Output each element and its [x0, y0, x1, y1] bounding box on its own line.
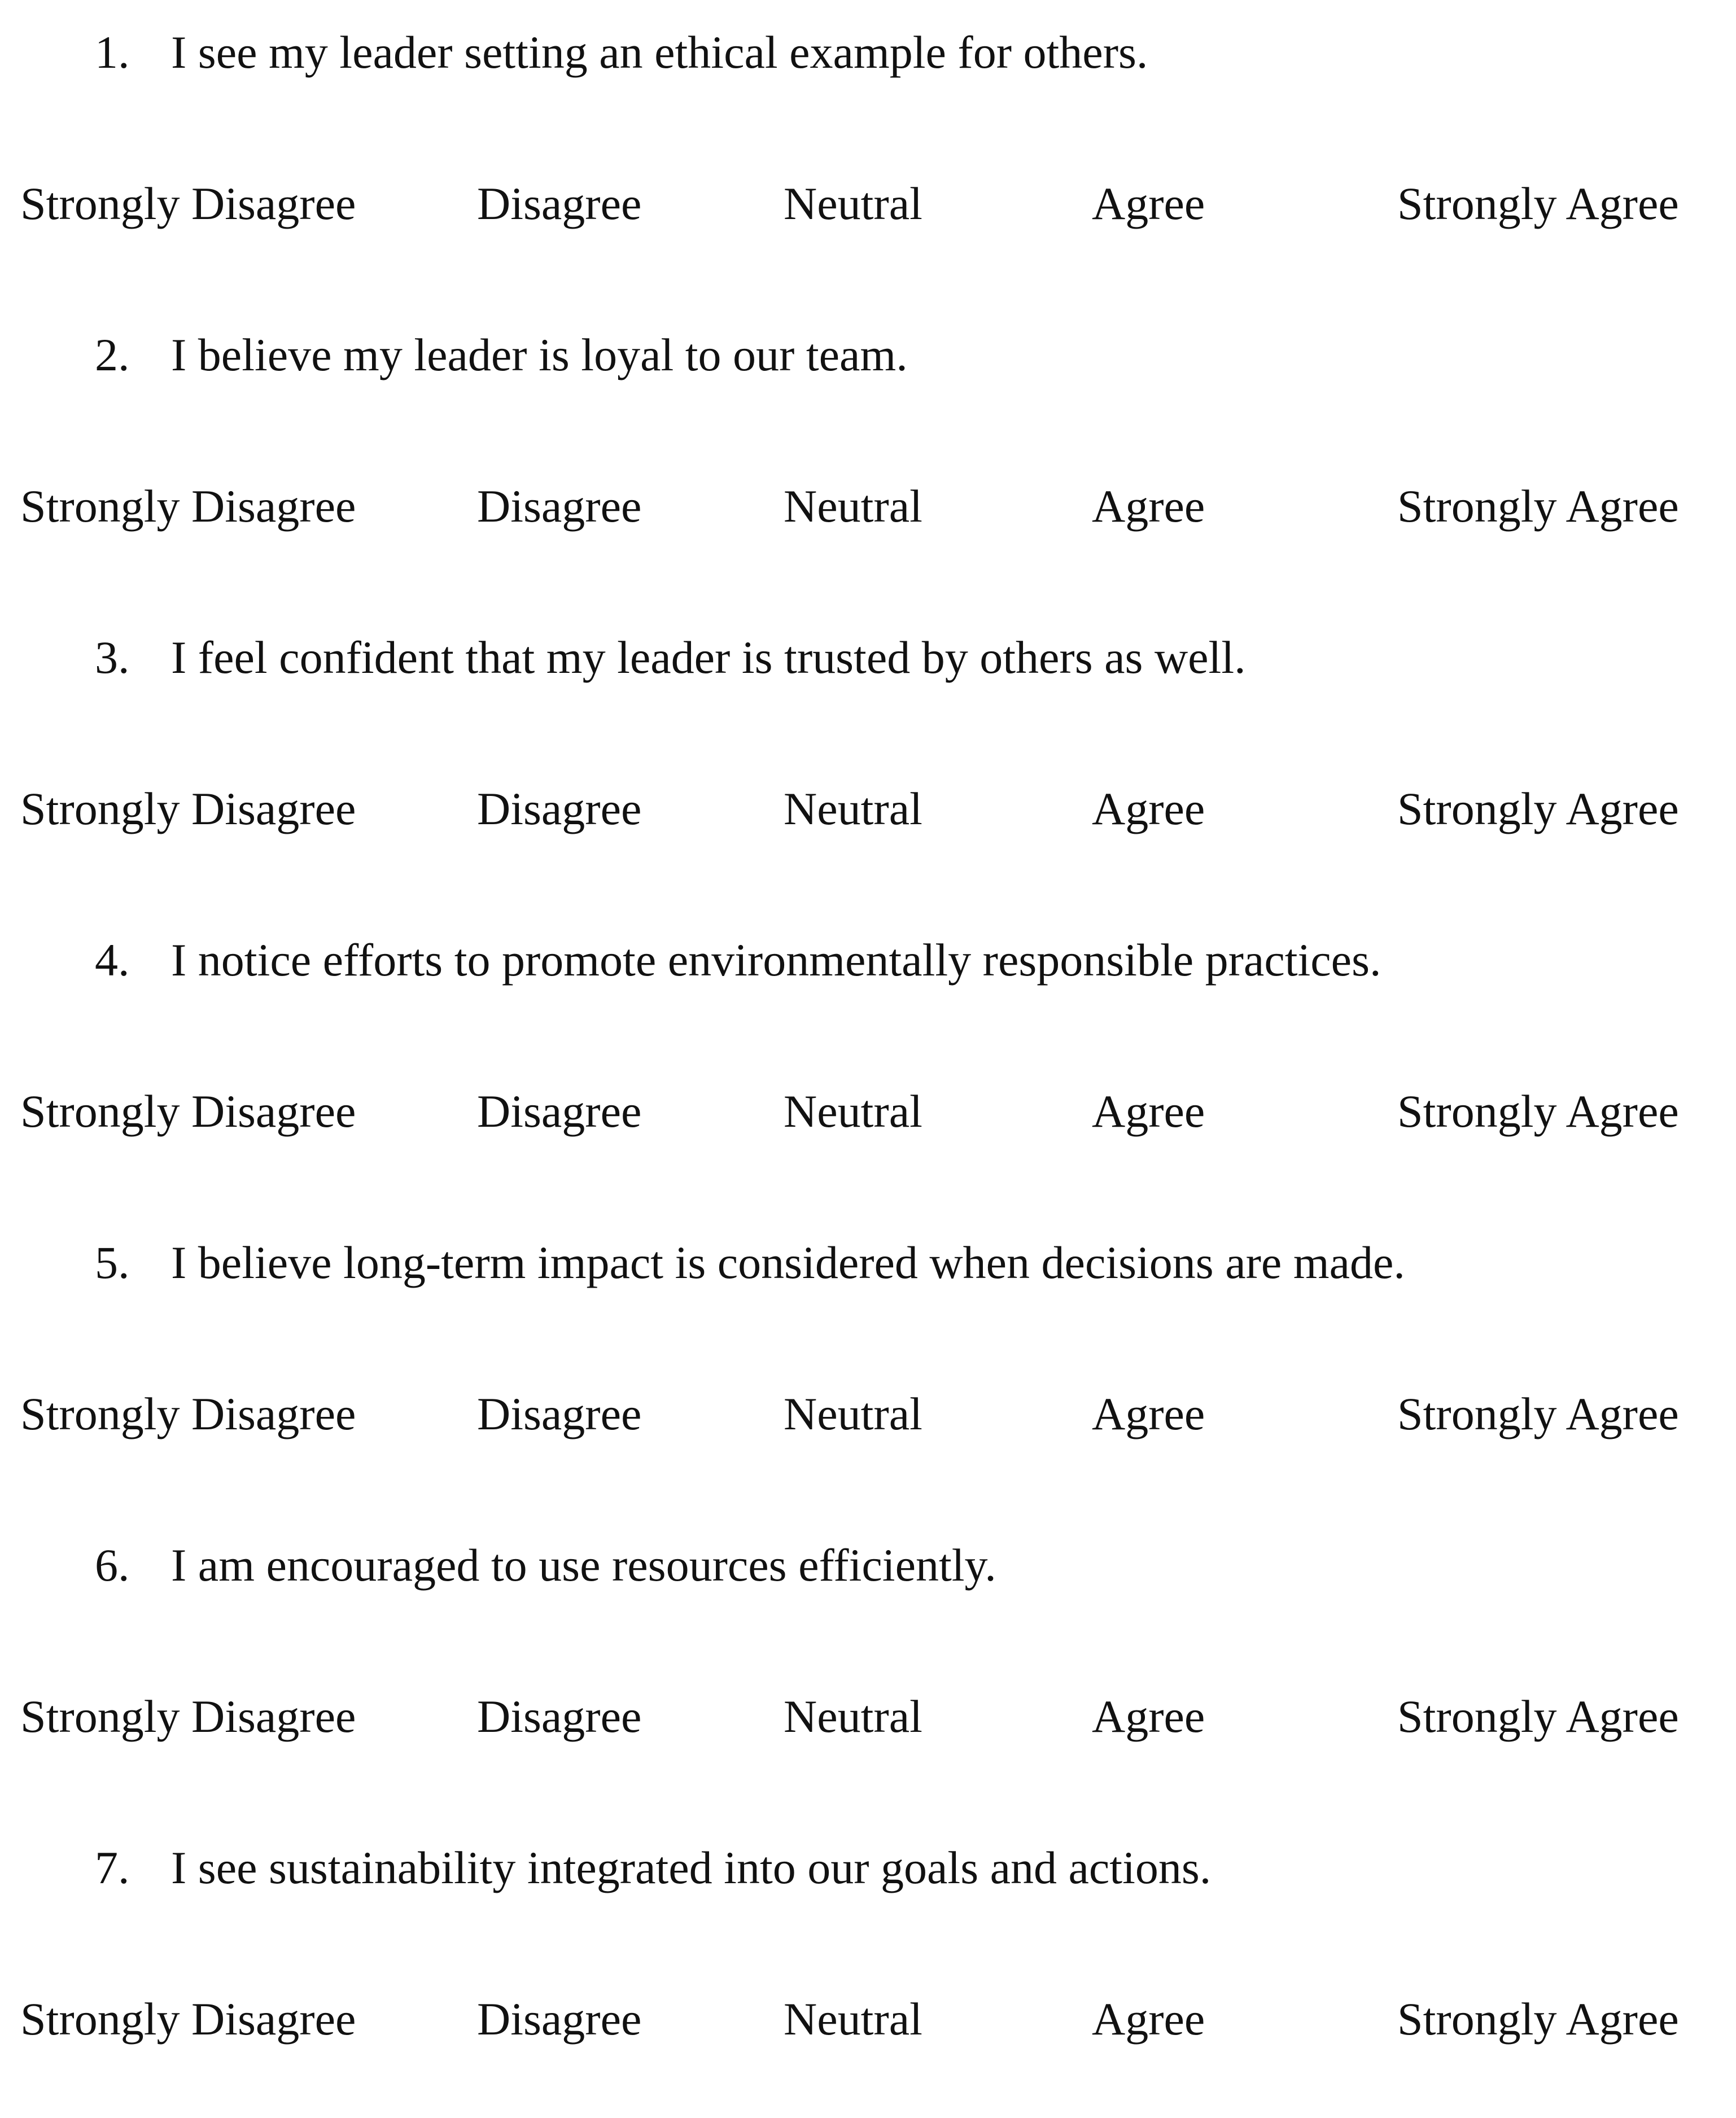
option-strongly-disagree[interactable]: Strongly Disagree	[20, 783, 356, 834]
likert-scale	[0, 173, 1736, 235]
option-neutral[interactable]: Neutral	[784, 1993, 922, 2045]
question-row	[0, 1837, 1736, 1899]
option-strongly-agree[interactable]: Strongly Agree	[1397, 1993, 1679, 2045]
likert-scale	[0, 1383, 1736, 1445]
question-text: I see sustainability integrated into our goals and actions.	[171, 1842, 1212, 1893]
question-number: 2.	[95, 329, 130, 380]
question-text: I feel confident that my leader is trusted by others as well.	[171, 632, 1246, 683]
question-text: I notice efforts to promote environmentally responsible practices.	[171, 934, 1381, 986]
option-disagree[interactable]: Disagree	[477, 480, 642, 532]
option-strongly-agree[interactable]: Strongly Agree	[1397, 480, 1679, 532]
question-row	[0, 21, 1736, 84]
question-row	[0, 1534, 1736, 1596]
option-strongly-agree[interactable]: Strongly Agree	[1397, 783, 1679, 834]
survey-item-7	[0, 1815, 1736, 2118]
question-row	[0, 929, 1736, 991]
option-strongly-agree[interactable]: Strongly Agree	[1397, 178, 1679, 229]
survey-item-2	[0, 303, 1736, 605]
question-row	[0, 627, 1736, 689]
question-text: I believe my leader is loyal to our team.	[171, 329, 908, 380]
option-disagree[interactable]: Disagree	[477, 178, 642, 229]
option-agree[interactable]: Agree	[1092, 178, 1205, 229]
option-disagree[interactable]: Disagree	[477, 783, 642, 834]
question-text: I see my leader setting an ethical example for others.	[171, 27, 1148, 78]
question-number: 7.	[95, 1842, 130, 1893]
survey-item-6	[0, 1513, 1736, 1815]
question-row	[0, 324, 1736, 386]
option-agree[interactable]: Agree	[1092, 1993, 1205, 2045]
option-agree[interactable]: Agree	[1092, 783, 1205, 834]
question-number: 6.	[95, 1539, 130, 1591]
option-neutral[interactable]: Neutral	[784, 1691, 922, 1742]
option-agree[interactable]: Agree	[1092, 480, 1205, 532]
question-row	[0, 1232, 1736, 1294]
survey-item-4	[0, 908, 1736, 1210]
option-neutral[interactable]: Neutral	[784, 1086, 922, 1137]
option-strongly-disagree[interactable]: Strongly Disagree	[20, 178, 356, 229]
option-disagree[interactable]: Disagree	[477, 1086, 642, 1137]
question-number: 5.	[95, 1237, 130, 1288]
likert-scale	[0, 1686, 1736, 1748]
option-strongly-agree[interactable]: Strongly Agree	[1397, 1388, 1679, 1439]
likert-scale	[0, 778, 1736, 840]
option-strongly-disagree[interactable]: Strongly Disagree	[20, 1388, 356, 1439]
option-strongly-agree[interactable]: Strongly Agree	[1397, 1086, 1679, 1137]
question-number: 3.	[95, 632, 130, 683]
survey-item-5	[0, 1210, 1736, 1513]
option-disagree[interactable]: Disagree	[477, 1691, 642, 1742]
likert-scale	[0, 1080, 1736, 1143]
option-neutral[interactable]: Neutral	[784, 178, 922, 229]
option-strongly-disagree[interactable]: Strongly Disagree	[20, 1993, 356, 2045]
option-agree[interactable]: Agree	[1092, 1691, 1205, 1742]
option-agree[interactable]: Agree	[1092, 1388, 1205, 1439]
option-strongly-disagree[interactable]: Strongly Disagree	[20, 480, 356, 532]
survey-item-1	[0, 0, 1736, 303]
option-strongly-agree[interactable]: Strongly Agree	[1397, 1691, 1679, 1742]
option-agree[interactable]: Agree	[1092, 1086, 1205, 1137]
option-neutral[interactable]: Neutral	[784, 783, 922, 834]
likert-scale	[0, 475, 1736, 537]
option-neutral[interactable]: Neutral	[784, 1388, 922, 1439]
option-neutral[interactable]: Neutral	[784, 480, 922, 532]
option-disagree[interactable]: Disagree	[477, 1388, 642, 1439]
survey-item-3	[0, 605, 1736, 908]
question-number: 4.	[95, 934, 130, 986]
question-text: I believe long-term impact is considered when decisions are made.	[171, 1237, 1405, 1288]
likert-scale	[0, 1988, 1736, 2050]
question-text: I am encouraged to use resources efficiently.	[171, 1539, 996, 1591]
question-number: 1.	[95, 27, 130, 78]
option-strongly-disagree[interactable]: Strongly Disagree	[20, 1086, 356, 1137]
option-strongly-disagree[interactable]: Strongly Disagree	[20, 1691, 356, 1742]
option-disagree[interactable]: Disagree	[477, 1993, 642, 2045]
